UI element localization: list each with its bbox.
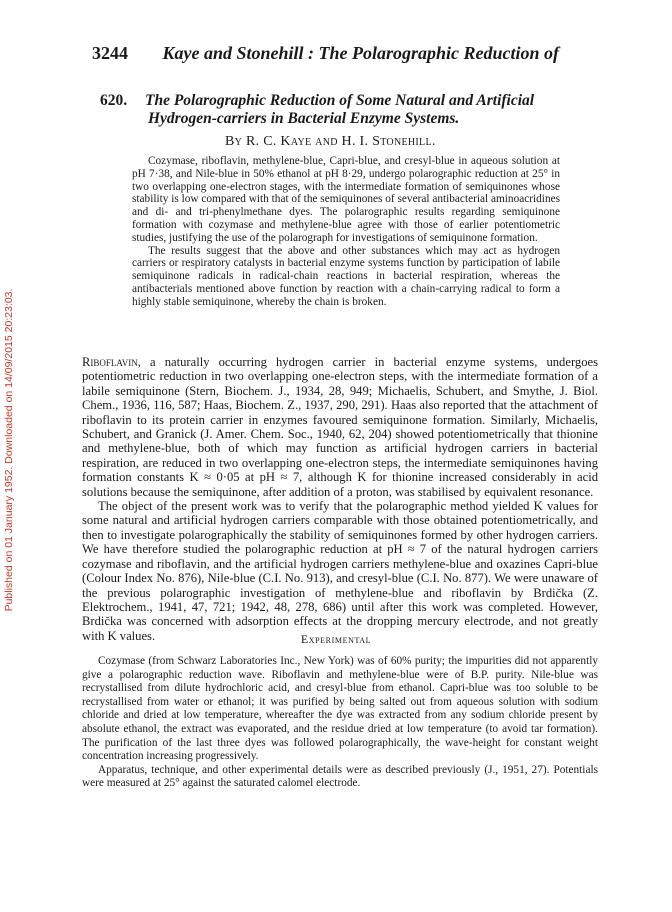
article-number: 620. xyxy=(100,92,128,109)
body-text xyxy=(82,355,598,643)
running-head xyxy=(92,43,612,64)
publication-note[interactable]: Published on 01 January 1952. Downloaded on 14/09/2015 20:23:03. xyxy=(3,288,15,612)
article-title xyxy=(100,92,620,128)
authors: By R. C. Kaye and H. I. Stonehill. xyxy=(225,134,436,149)
body-paragraph-2: The object of the present work was to verify that the polarographic method yielded K values for some natural and artificial hydrogen carriers comparable with those obtained potentiometrically, and then to investigate polarographically the stability of semiquinones formed by other hydrogen carriers. We have therefore studied the polarographic reduction at pH ≈ 7 of the natural hydrogen carriers cozymase and riboflavin, and the artificial hydrogen carriers methylene-blue and oxazines Capri-blue (Colour Index No. 876), Nile-blue (C.I. No. 913), and cresyl-blue (C.I. No. 877). We were unaware of the previous polarographic investigation of methylene-blue and riboflavin by Brdička (Z. Elektrochem., 1941, 47, 721; 1942, 48, 278, 686) until after this work was completed. However, Brdička was concerned with adsorption effects at the dropping mercury electrode, and not greatly with K values. xyxy=(82,499,598,643)
lead-word: Riboflavin, xyxy=(82,355,141,369)
abstract xyxy=(132,155,560,309)
experimental-section xyxy=(82,655,598,791)
title-line-2: Hydrogen-carriers in Bacterial Enzyme Systems. xyxy=(148,110,460,127)
running-title: Kaye and Stonehill : The Polarographic Reduction of xyxy=(162,43,560,63)
experimental-paragraph-1: Cozymase (from Schwarz Laboratories Inc., New York) was of 60% purity; the impurities did not apparently give a polarographic reduction wave. Riboflavin and methylene-blue were of B.P. purity. Nile-blue was recrystallised from dilute hydrochloric acid, and cresyl-blue from ethanol. Capri-blue was too soluble to be recrystallised from water or ethanol; it was purified by being salted out from aqueous solution with sodium chloride and dried at low temperature, whereafter the dye was extracted from any sodium chloride present by absolute ethanol, the extract was evaporated, and the residue dried at low temperature (to avoid tar formation). The purification of the last three dyes was followed polarographically, the wave-height for constant weight concentration increasing progressively. xyxy=(82,655,598,763)
abstract-paragraph-2: The results suggest that the above and other substances which may act as hydrogen carriers or respiratory catalysts in bacterial enzyme systems function by participation of labile semiquinone radicals in radical-chain reactions in bacterial respiration, whereas the antibacterials mentioned above function by reaction with a chain-carrying radical to form a highly stable semiquinone, whereby the chain is broken. xyxy=(132,244,560,308)
byline xyxy=(225,134,436,150)
abstract-paragraph-1: Cozymase, riboflavin, methylene-blue, Capri-blue, and cresyl-blue in aqueous solution at pH 7·38, and Nile-blue in 50% ethanol at pH 8·29, undergo polarographic reduction at 25° in two overlapping one-electron stages, with the intermediate formation of semiquinones whose stability is low compared with that of the semiquinones of several antibacterial aminoacridines and di- and tri-phenylmethane dyes. The polarographic results regarding semiquinone formation with cozymase and methylene-blue agree with those of earlier potentiometric studies, justifying the use of the polarograph for investigations of semiquinone formation. xyxy=(132,155,560,244)
section-heading: Experimental xyxy=(300,632,372,646)
body-paragraph-1 xyxy=(82,355,598,499)
experimental-paragraph-2: Apparatus, technique, and other experimental details were as described previously (J., 1951, 27). Potentials were measured at 25° against the saturated calomel electrode. xyxy=(82,763,598,790)
title-line-1: The Polarographic Reduction of Some Natural and Artificial xyxy=(145,92,535,109)
body-paragraph-1-text: a naturally occurring hydrogen carrier in bacterial enzyme systems, undergoes potentiometric reduction in two overlapping one-electron steps, with the intermediate formation of a labile semiquinone (Stern, Biochem. J., 1934, 28, 949; Michaelis, Schubert, and Smythe, J. Biol. Chem., 1936, 116, 587; Haas, Biochem. Z., 1937, 290, 291). Haas also reported that the attachment of riboflavin to its protein carrier in enzymes favoured semiquinone formation. Similarly, Michaelis, Schubert, and Granick (J. Amer. Chem. Soc., 1940, 62, 204) showed potentiometrically that thionine and methylene-blue, both of which may function as artificial hydrogen carriers in bacterial respiration, are reduced in two overlapping one-electron steps, the intermediate semiquinones having formation constants K ≈ 0·05 at pH ≈ 7, although K for thionine increased considerably in acid solutions because the semiquinone, after addition of a proton, was stabilised by equivalent resonance. xyxy=(82,355,598,499)
page-number: 3244 xyxy=(92,43,128,63)
